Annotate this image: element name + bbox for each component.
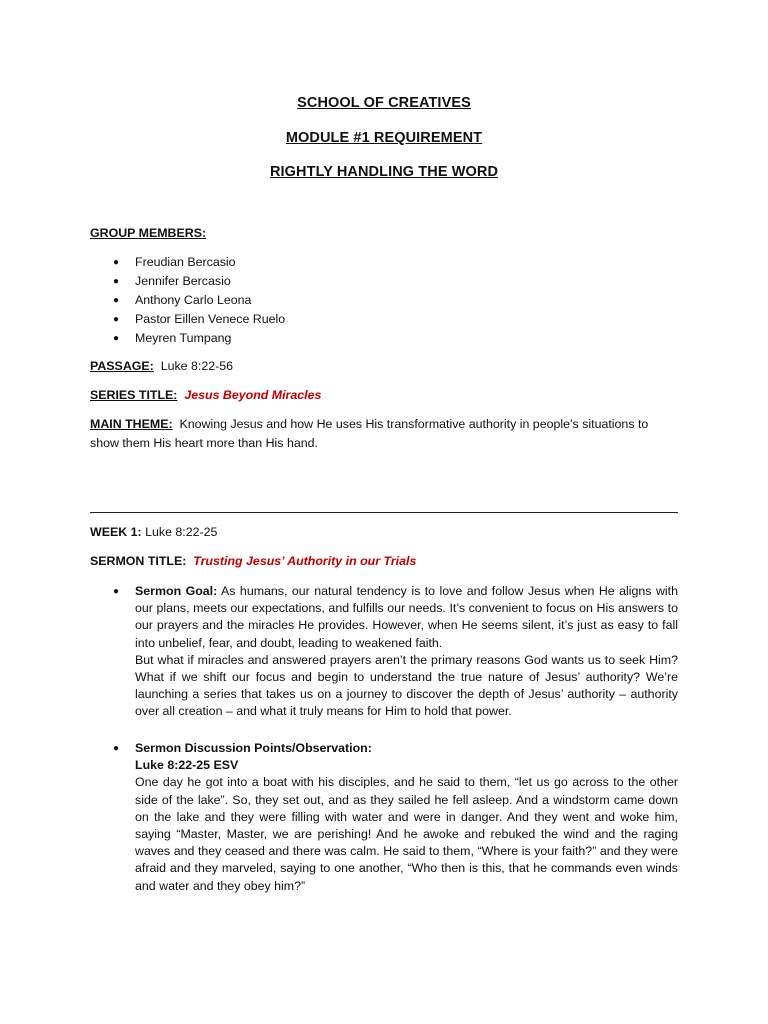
sermon-discussion xyxy=(135,740,678,895)
passage-line xyxy=(90,357,678,376)
sermon-title-label: SERMON TITLE: xyxy=(90,554,187,568)
section-divider xyxy=(90,512,678,513)
bullet-icon: ● xyxy=(113,257,120,268)
bullet-icon: ● xyxy=(113,743,120,754)
passage-value: Luke 8:22-56 xyxy=(160,359,234,373)
sermon-goal-text-2: But what if miracles and answered prayers aren’t the primary reasons God wants us to seek Him? What if we shift our focus and begin to understand the true nature of Jesus’ authority? We’re launching a series that takes us on a journey to discover the depth of Jesus’ authority – authority over all creation – and what it truly means for Him to hold that power. xyxy=(135,652,678,719)
series-title-line xyxy=(90,386,678,405)
discussion-reference: Luke 8:22-25 ESV xyxy=(135,758,239,773)
passage-label: PASSAGE: xyxy=(90,359,154,373)
list-item: ● Jennifer Bercasio xyxy=(90,272,490,291)
sermon-title-value: Trusting Jesus’ Authority in our Trials xyxy=(193,554,417,568)
bullet-icon: ● xyxy=(113,586,120,597)
discussion-scripture-text: One day he got into a boat with his disciples, and he said to them, “let us go across to the other side of the lake”. So, they set out, and as they sailed he fell asleep. And a windstorm came down on the lake and they were filling with water and were in danger. And they went and woke him, saying “Master, Master, we are perishing! And he awoke and rebuked the wind and the raging waves and they ceased and there was calm. He said to them, “Where is your faith?” and they were afraid and they marveled, saying to one another, “Who then is this, that he commands even winds and water and they obey him?” xyxy=(135,775,678,893)
series-title-value: Jesus Beyond Miracles xyxy=(184,388,322,402)
bullet-icon: ● xyxy=(113,276,120,287)
sermon-title-line xyxy=(90,552,678,571)
group-members-list xyxy=(90,253,490,348)
bullet-icon: ● xyxy=(113,333,120,344)
week-line xyxy=(90,523,678,542)
list-item: ● Pastor Eillen Venece Ruelo xyxy=(90,310,490,329)
group-members-label: GROUP MEMBERS: xyxy=(90,226,207,240)
series-title-label: SERIES TITLE: xyxy=(90,388,178,402)
sermon-goal-label: Sermon Goal: xyxy=(135,584,218,598)
sermon-goal-text: As humans, our natural tendency is to love and follow Jesus when He aligns with our plans, meets our expectations, and fulfills our needs. It’s convenient to focus on His answers to our prayers and the miracles He provides. However, when He seems silent, it’s just as easy to fall into unbelief, fear, and doubt, leading to weakened faith. xyxy=(135,584,678,650)
main-theme-line xyxy=(90,415,678,453)
sermon-goal xyxy=(135,583,678,721)
module-title: MODULE #1 REQUIREMENT xyxy=(285,130,483,146)
list-item: ● Freudian Bercasio xyxy=(90,253,490,272)
school-title: SCHOOL OF CREATIVES xyxy=(297,95,471,111)
main-theme-label: MAIN THEME: xyxy=(90,417,173,431)
document-title: RIGHTLY HANDLING THE WORD xyxy=(269,164,499,180)
bullet-icon: ● xyxy=(113,295,120,306)
discussion-label: Sermon Discussion Points/Observation: xyxy=(135,741,372,755)
bullet-icon: ● xyxy=(113,314,120,325)
main-theme-value: Knowing Jesus and how He uses His transformative authority in people’s situations to show them His heart more than His hand. xyxy=(90,417,649,450)
list-item: ● Meyren Tumpang xyxy=(90,329,490,348)
week-value: Luke 8:22-25 xyxy=(145,525,218,539)
group-members-heading xyxy=(90,224,678,243)
week-label: WEEK 1: xyxy=(90,525,142,539)
list-item: ● Anthony Carlo Leona xyxy=(90,291,490,310)
sermon-goal-paragraph xyxy=(135,583,678,652)
